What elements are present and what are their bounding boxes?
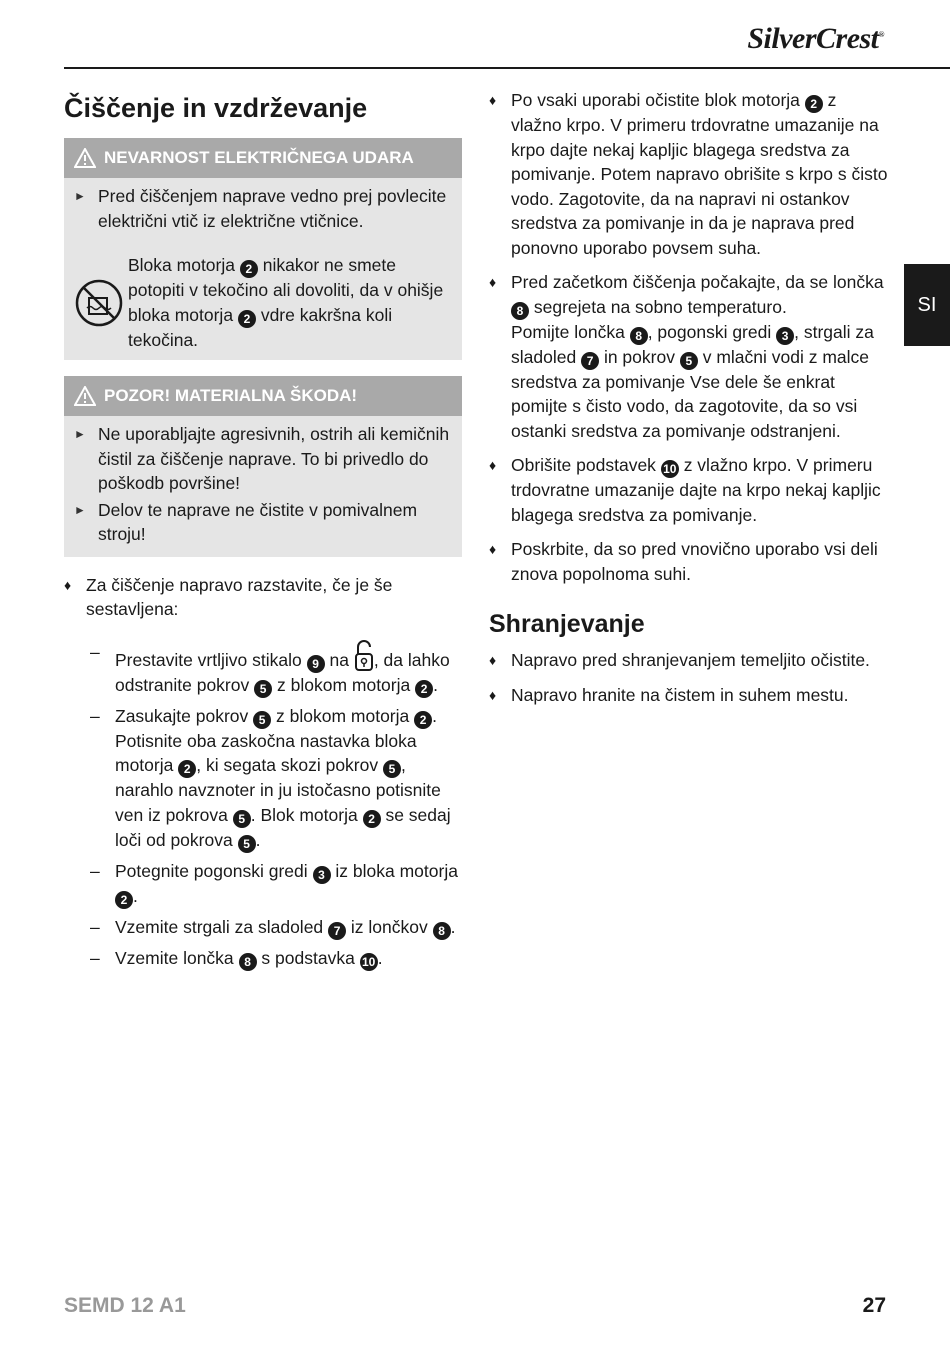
header-rule [64,67,950,69]
part-number: 2 [178,760,196,778]
diamond-bullet-icon: ♦ [489,686,497,703]
part-number: 8 [433,922,451,940]
warning-title: POZOR! MATERIALNA ŠKODA! [104,385,358,405]
footer-model: SEMD 12 A1 [64,1294,186,1317]
electric-shock-warning [64,138,462,360]
list-item: ♦ Za čiščenje napravo razstavite, če je še sestavljena: [64,573,462,622]
list-item: – Vzemite strgali za sladoled 7 iz lončkov 8 . [90,916,456,938]
section-heading-storage: Shranjevanje [489,610,645,638]
part-number: 9 [307,655,325,673]
list-item: ♦ Napravo pred shranjevanjem temeljito očistite. [489,648,889,673]
diamond-bullet-icon: ♦ [489,541,497,557]
list-item: ♦ Obrišite podstavek 10 z vlažno krpo. V primeru trdovratne umazanije dajte na krpo nekaj kapljic blagega sredstva za pomivanje. [489,453,889,527]
part-number: 5 [238,835,256,853]
part-number: 3 [776,327,794,345]
warning-triangle-icon [74,148,96,168]
list-item: ♦ Po vsaki uporabi očistite blok motorja 2 z vlažno krpo. V primeru trdovratne umazanije na krpo dajte nekaj kapljic blagega sredstva za pomivanje. Potem napravo obrišite s krpo s čisto vodo. Zagotovite, da na napravi ni ostankov sredstva za pomivanje in da je naprava pred ponovno uporabo povsem suha. [489,88,889,260]
no-submerge-icon [74,278,124,328]
part-number: 8 [239,953,257,971]
diamond-bullet-icon: ♦ [64,576,72,593]
part-number: 10 [360,953,378,971]
list-item: – Zasukajte pokrov 5 z blokom motorja 2 . Potisnite oba zaskočna nastavka bloka motorja 2 , ki segata skozi pokrov 5 , narahlo navznoter in ju istočasno potisnite ven iz pokrova 5 . Blok motorja 2 se sedaj loči od pokrova 5 . [90,705,451,851]
part-number: 2 [240,260,258,278]
list-item: ► Pred čiščenjem naprave vedno prej povlecite električni vtič iz električne vtičnice. [74,184,454,233]
diamond-bullet-icon: ♦ [489,652,497,668]
brand-logo: SilverCrest® [747,22,884,55]
left-column [64,88,462,977]
part-number: 8 [511,302,529,320]
warning-title: NEVARNOST ELEKTRIČNEGA UDARA [104,147,414,167]
part-number: 2 [414,711,432,729]
part-number: 5 [254,680,272,698]
list-item: ♦ Napravo hranite na čistem in suhem mestu. [489,683,889,708]
disassembly-steps [90,640,462,971]
list-item: ♦ Pred začetkom čiščenja počakajte, da se lončka 8 segrejeta na sobno temperaturo. Pomijte lončka 8 , pogonski gredi 3 , strgali za sladoled 7 in pokrov 5 v mlačni vodi z malce sredstva za pomivanje Vse dele še enkrat pomijte s čisto vodo, da zagotovite, da so vsi ostanki sredstva za pomivanje odstranjeni. [489,270,889,443]
material-damage-warning [64,376,462,557]
part-number: 5 [253,711,271,729]
list-item: – Prestavite vrtljivo stikalo 9 na , da lahko odstranite pokrov 5 z blokom motorja 2 . [90,641,450,696]
right-column [489,88,889,717]
arrow-bullet-icon: ► [74,189,86,203]
part-number: 5 [383,760,401,778]
part-number: 2 [415,680,433,698]
arrow-bullet-icon: ► [74,427,86,441]
list-item: – Vzemite lončka 8 s podstavka 10 . [90,947,383,969]
list-item: ► Ne uporabljajte agresivnih, ostrih ali kemičnih čistil za čiščenje naprave. To bi privedlo do poškodb površine! [74,422,454,496]
list-item: ♦ Poskrbite, da so pred vnovično uporabo vsi deli znova popolnoma suhi. [489,537,889,586]
part-number: 2 [238,310,256,328]
part-number: 8 [630,327,648,345]
part-number: 3 [313,866,331,884]
arrow-bullet-icon: ► [74,502,86,517]
part-number: 7 [581,352,599,370]
part-number: 10 [661,460,679,478]
unlock-icon [354,640,374,672]
page-number: 27 [862,1294,886,1317]
part-number: 2 [805,95,823,113]
part-number: 5 [233,810,251,828]
part-number: 2 [363,810,381,828]
no-submerge-notice: Bloka motorja 2 nikakor ne smete potopiti v tekočino ali dovoliti, da v ohišje bloka motorja 2 vdre kakršna koli tekočina. [74,253,454,352]
part-number: 2 [115,891,133,909]
diamond-bullet-icon: ♦ [489,457,497,473]
diamond-bullet-icon: ♦ [489,92,497,108]
section-heading-cleaning: Čiščenje in vzdrževanje [64,93,368,123]
part-number: 5 [680,352,698,370]
diamond-bullet-icon: ♦ [489,274,497,290]
part-number: 7 [328,922,346,940]
list-item: – Potegnite pogonski gredi 3 iz bloka motorja 2 . [90,860,458,907]
warning-triangle-icon [74,386,96,406]
list-item: ► Delov te naprave ne čistite v pomivalnem stroju! [74,498,454,547]
language-tab: SI [904,264,950,346]
